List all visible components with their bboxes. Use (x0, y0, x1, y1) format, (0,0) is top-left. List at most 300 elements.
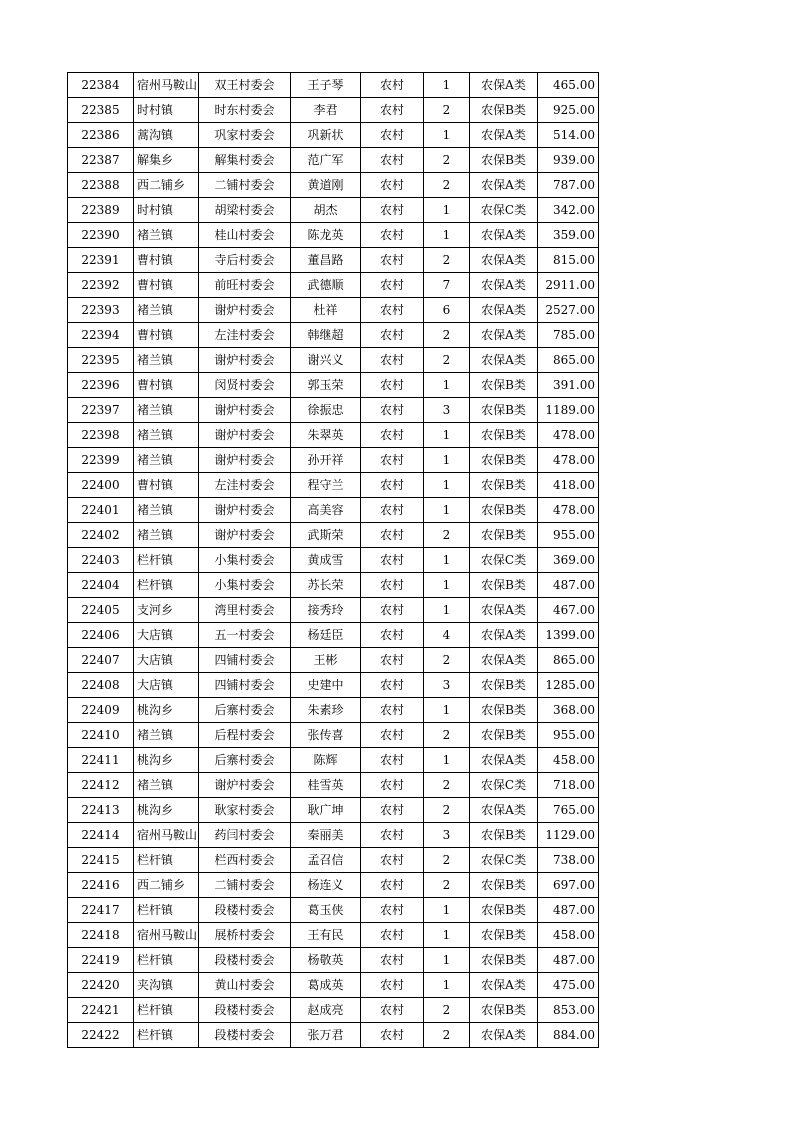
town-cell: 栏杆镇 (134, 548, 199, 573)
insurance-category-cell: 农保B类 (470, 423, 538, 448)
person-name-cell: 董昌路 (291, 248, 361, 273)
table-row (68, 598, 599, 623)
person-name-cell: 朱翠英 (291, 423, 361, 448)
village-committee-cell: 二铺村委会 (199, 173, 291, 198)
village-committee-cell: 段楼村委会 (199, 898, 291, 923)
person-name-cell: 黄道刚 (291, 173, 361, 198)
town-cell: 西二铺乡 (134, 873, 199, 898)
insurance-category-cell: 农保A类 (470, 348, 538, 373)
insurance-category-cell: 农保A类 (470, 248, 538, 273)
village-committee-cell: 五一村委会 (199, 623, 291, 648)
insurance-category-cell: 农保B类 (470, 148, 538, 173)
village-committee-cell: 左洼村委会 (199, 473, 291, 498)
person-name-cell: 杜祥 (291, 298, 361, 323)
person-name-cell: 王有民 (291, 923, 361, 948)
amount-cell: 475.00 (538, 973, 599, 998)
insurance-category-cell: 农保A类 (470, 323, 538, 348)
insurance-category-cell: 农保B类 (470, 948, 538, 973)
amount-cell: 458.00 (538, 923, 599, 948)
insurance-category-cell: 农保B类 (470, 373, 538, 398)
village-committee-cell: 段楼村委会 (199, 998, 291, 1023)
record-number: 22412 (68, 773, 134, 798)
village-committee-cell: 药闫村委会 (199, 823, 291, 848)
amount-cell: 1189.00 (538, 398, 599, 423)
member-count-cell: 1 (424, 548, 470, 573)
person-name-cell: 杨连义 (291, 873, 361, 898)
record-number: 22416 (68, 873, 134, 898)
record-number: 22400 (68, 473, 134, 498)
person-name-cell: 杨廷臣 (291, 623, 361, 648)
person-name-cell: 苏长荣 (291, 573, 361, 598)
member-count-cell: 1 (424, 423, 470, 448)
village-committee-cell: 小集村委会 (199, 573, 291, 598)
member-count-cell: 2 (424, 173, 470, 198)
town-cell: 栏杆镇 (134, 998, 199, 1023)
insurance-category-cell: 农保B类 (470, 473, 538, 498)
town-cell: 桃沟乡 (134, 798, 199, 823)
town-cell: 宿州马鞍山 (134, 73, 199, 98)
town-cell: 曹村镇 (134, 373, 199, 398)
person-name-cell: 陈龙英 (291, 223, 361, 248)
table-row (68, 123, 599, 148)
household-type-cell: 农村 (361, 248, 424, 273)
person-name-cell: 孙开祥 (291, 448, 361, 473)
household-type-cell: 农村 (361, 848, 424, 873)
member-count-cell: 1 (424, 923, 470, 948)
person-name-cell: 巩新状 (291, 123, 361, 148)
member-count-cell: 2 (424, 348, 470, 373)
member-count-cell: 1 (424, 73, 470, 98)
amount-cell: 391.00 (538, 373, 599, 398)
insurance-category-cell: 农保B类 (470, 398, 538, 423)
household-type-cell: 农村 (361, 423, 424, 448)
person-name-cell: 李君 (291, 98, 361, 123)
table-row (68, 698, 599, 723)
insurance-category-cell: 农保A类 (470, 298, 538, 323)
village-committee-cell: 谢炉村委会 (199, 498, 291, 523)
amount-cell: 939.00 (538, 148, 599, 173)
table-row (68, 873, 599, 898)
person-name-cell: 朱素珍 (291, 698, 361, 723)
household-type-cell: 农村 (361, 598, 424, 623)
record-number: 22411 (68, 748, 134, 773)
record-number: 22391 (68, 248, 134, 273)
village-committee-cell: 后程村委会 (199, 723, 291, 748)
insurance-category-cell: 农保A类 (470, 223, 538, 248)
amount-cell: 1399.00 (538, 623, 599, 648)
town-cell: 支河乡 (134, 598, 199, 623)
table-row (68, 98, 599, 123)
household-type-cell: 农村 (361, 173, 424, 198)
table-row (68, 448, 599, 473)
town-cell: 蒿沟镇 (134, 123, 199, 148)
amount-cell: 2527.00 (538, 298, 599, 323)
village-committee-cell: 小集村委会 (199, 548, 291, 573)
record-number: 22390 (68, 223, 134, 248)
person-name-cell: 王子琴 (291, 73, 361, 98)
town-cell: 桃沟乡 (134, 698, 199, 723)
household-type-cell: 农村 (361, 773, 424, 798)
table-row (68, 248, 599, 273)
person-name-cell: 张万君 (291, 1023, 361, 1048)
table-row (68, 723, 599, 748)
record-number: 22387 (68, 148, 134, 173)
town-cell: 西二铺乡 (134, 173, 199, 198)
town-cell: 褚兰镇 (134, 498, 199, 523)
table-row (68, 1023, 599, 1048)
village-committee-cell: 左洼村委会 (199, 323, 291, 348)
insurance-category-cell: 农保A类 (470, 1023, 538, 1048)
record-number: 22397 (68, 398, 134, 423)
record-number: 22417 (68, 898, 134, 923)
town-cell: 曹村镇 (134, 273, 199, 298)
member-count-cell: 2 (424, 523, 470, 548)
table-row (68, 673, 599, 698)
member-count-cell: 2 (424, 798, 470, 823)
amount-cell: 478.00 (538, 423, 599, 448)
village-committee-cell: 谢炉村委会 (199, 523, 291, 548)
insurance-category-cell: 农保A类 (470, 748, 538, 773)
person-name-cell: 郭玉荣 (291, 373, 361, 398)
record-number: 22393 (68, 298, 134, 323)
amount-cell: 785.00 (538, 323, 599, 348)
insurance-category-cell: 农保A类 (470, 648, 538, 673)
insurance-category-cell: 农保C类 (470, 548, 538, 573)
member-count-cell: 2 (424, 148, 470, 173)
insurance-category-cell: 农保A类 (470, 173, 538, 198)
person-name-cell: 葛玉侠 (291, 898, 361, 923)
town-cell: 栏杆镇 (134, 1023, 199, 1048)
roster-table (67, 72, 599, 1048)
member-count-cell: 1 (424, 698, 470, 723)
household-type-cell: 农村 (361, 198, 424, 223)
person-name-cell: 杨敬英 (291, 948, 361, 973)
village-committee-cell: 谢炉村委会 (199, 298, 291, 323)
member-count-cell: 3 (424, 673, 470, 698)
insurance-category-cell: 农保B类 (470, 873, 538, 898)
table-row (68, 323, 599, 348)
town-cell: 褚兰镇 (134, 448, 199, 473)
person-name-cell: 陈辉 (291, 748, 361, 773)
village-committee-cell: 谢炉村委会 (199, 348, 291, 373)
amount-cell: 359.00 (538, 223, 599, 248)
record-number: 22403 (68, 548, 134, 573)
household-type-cell: 农村 (361, 823, 424, 848)
record-number: 22408 (68, 673, 134, 698)
table-row (68, 173, 599, 198)
town-cell: 解集乡 (134, 148, 199, 173)
person-name-cell: 谢兴义 (291, 348, 361, 373)
household-type-cell: 农村 (361, 323, 424, 348)
amount-cell: 487.00 (538, 898, 599, 923)
village-committee-cell: 湾里村委会 (199, 598, 291, 623)
table-row (68, 998, 599, 1023)
village-committee-cell: 谢炉村委会 (199, 448, 291, 473)
member-count-cell: 4 (424, 623, 470, 648)
table-row (68, 423, 599, 448)
village-committee-cell: 二铺村委会 (199, 873, 291, 898)
record-number: 22392 (68, 273, 134, 298)
table-row (68, 373, 599, 398)
household-type-cell: 农村 (361, 373, 424, 398)
town-cell: 时村镇 (134, 198, 199, 223)
insurance-category-cell: 农保A类 (470, 623, 538, 648)
insurance-category-cell: 农保B类 (470, 573, 538, 598)
insurance-category-cell: 农保B类 (470, 98, 538, 123)
person-name-cell: 王彬 (291, 648, 361, 673)
amount-cell: 1129.00 (538, 823, 599, 848)
household-type-cell: 农村 (361, 798, 424, 823)
member-count-cell: 1 (424, 498, 470, 523)
amount-cell: 465.00 (538, 73, 599, 98)
table-row (68, 823, 599, 848)
town-cell: 褚兰镇 (134, 723, 199, 748)
record-number: 22402 (68, 523, 134, 548)
table-row (68, 498, 599, 523)
household-type-cell: 农村 (361, 623, 424, 648)
roster-body (68, 73, 599, 1048)
household-type-cell: 农村 (361, 1023, 424, 1048)
amount-cell: 955.00 (538, 723, 599, 748)
amount-cell: 2911.00 (538, 273, 599, 298)
household-type-cell: 农村 (361, 573, 424, 598)
town-cell: 褚兰镇 (134, 348, 199, 373)
table-row (68, 73, 599, 98)
household-type-cell: 农村 (361, 223, 424, 248)
household-type-cell: 农村 (361, 273, 424, 298)
amount-cell: 925.00 (538, 98, 599, 123)
table-row (68, 223, 599, 248)
village-committee-cell: 桂山村委会 (199, 223, 291, 248)
member-count-cell: 2 (424, 773, 470, 798)
record-number: 22405 (68, 598, 134, 623)
town-cell: 大店镇 (134, 623, 199, 648)
village-committee-cell: 谢炉村委会 (199, 423, 291, 448)
village-committee-cell: 段楼村委会 (199, 948, 291, 973)
town-cell: 褚兰镇 (134, 298, 199, 323)
village-committee-cell: 四铺村委会 (199, 673, 291, 698)
amount-cell: 1285.00 (538, 673, 599, 698)
village-committee-cell: 前旺村委会 (199, 273, 291, 298)
record-number: 22413 (68, 798, 134, 823)
household-type-cell: 农村 (361, 148, 424, 173)
town-cell: 褚兰镇 (134, 523, 199, 548)
village-committee-cell: 寺后村委会 (199, 248, 291, 273)
amount-cell: 418.00 (538, 473, 599, 498)
insurance-category-cell: 农保A类 (470, 598, 538, 623)
member-count-cell: 1 (424, 898, 470, 923)
person-name-cell: 葛成英 (291, 973, 361, 998)
amount-cell: 487.00 (538, 573, 599, 598)
table-row (68, 923, 599, 948)
household-type-cell: 农村 (361, 673, 424, 698)
member-count-cell: 1 (424, 123, 470, 148)
insurance-category-cell: 农保B类 (470, 723, 538, 748)
village-committee-cell: 四铺村委会 (199, 648, 291, 673)
insurance-category-cell: 农保B类 (470, 523, 538, 548)
member-count-cell: 2 (424, 248, 470, 273)
person-name-cell: 接秀玲 (291, 598, 361, 623)
person-name-cell: 秦丽美 (291, 823, 361, 848)
table-row (68, 773, 599, 798)
insurance-category-cell: 农保A类 (470, 973, 538, 998)
insurance-category-cell: 农保B类 (470, 898, 538, 923)
amount-cell: 718.00 (538, 773, 599, 798)
amount-cell: 738.00 (538, 848, 599, 873)
amount-cell: 787.00 (538, 173, 599, 198)
town-cell: 大店镇 (134, 673, 199, 698)
village-committee-cell: 耿家村委会 (199, 798, 291, 823)
table-row (68, 623, 599, 648)
member-count-cell: 1 (424, 473, 470, 498)
table-row (68, 298, 599, 323)
village-committee-cell: 解集村委会 (199, 148, 291, 173)
town-cell: 栏杆镇 (134, 848, 199, 873)
town-cell: 栏杆镇 (134, 948, 199, 973)
record-number: 22409 (68, 698, 134, 723)
village-committee-cell: 谢炉村委会 (199, 773, 291, 798)
record-number: 22401 (68, 498, 134, 523)
member-count-cell: 1 (424, 223, 470, 248)
town-cell: 大店镇 (134, 648, 199, 673)
insurance-category-cell: 农保B类 (470, 673, 538, 698)
insurance-category-cell: 农保C类 (470, 773, 538, 798)
record-number: 22406 (68, 623, 134, 648)
table-row (68, 198, 599, 223)
town-cell: 褚兰镇 (134, 398, 199, 423)
table-row (68, 573, 599, 598)
member-count-cell: 2 (424, 998, 470, 1023)
amount-cell: 458.00 (538, 748, 599, 773)
record-number: 22415 (68, 848, 134, 873)
person-name-cell: 高美容 (291, 498, 361, 523)
table-row (68, 523, 599, 548)
household-type-cell: 农村 (361, 873, 424, 898)
insurance-category-cell: 农保B类 (470, 448, 538, 473)
village-committee-cell: 黄山村委会 (199, 973, 291, 998)
member-count-cell: 1 (424, 748, 470, 773)
member-count-cell: 2 (424, 848, 470, 873)
person-name-cell: 黄成雪 (291, 548, 361, 573)
household-type-cell: 农村 (361, 473, 424, 498)
record-number: 22388 (68, 173, 134, 198)
household-type-cell: 农村 (361, 348, 424, 373)
member-count-cell: 2 (424, 98, 470, 123)
amount-cell: 815.00 (538, 248, 599, 273)
member-count-cell: 1 (424, 573, 470, 598)
household-type-cell: 农村 (361, 698, 424, 723)
person-name-cell: 桂雪英 (291, 773, 361, 798)
insurance-category-cell: 农保B类 (470, 998, 538, 1023)
member-count-cell: 1 (424, 948, 470, 973)
amount-cell: 467.00 (538, 598, 599, 623)
record-number: 22420 (68, 973, 134, 998)
household-type-cell: 农村 (361, 298, 424, 323)
member-count-cell: 2 (424, 323, 470, 348)
amount-cell: 884.00 (538, 1023, 599, 1048)
household-type-cell: 农村 (361, 748, 424, 773)
village-committee-cell: 后寨村委会 (199, 748, 291, 773)
amount-cell: 853.00 (538, 998, 599, 1023)
record-number: 22386 (68, 123, 134, 148)
village-committee-cell: 段楼村委会 (199, 1023, 291, 1048)
town-cell: 栏杆镇 (134, 898, 199, 923)
record-number: 22396 (68, 373, 134, 398)
record-number: 22414 (68, 823, 134, 848)
person-name-cell: 范广军 (291, 148, 361, 173)
person-name-cell: 张传喜 (291, 723, 361, 748)
table-row (68, 273, 599, 298)
member-count-cell: 7 (424, 273, 470, 298)
amount-cell: 368.00 (538, 698, 599, 723)
insurance-category-cell: 农保A类 (470, 123, 538, 148)
table-row (68, 348, 599, 373)
amount-cell: 487.00 (538, 948, 599, 973)
record-number: 22399 (68, 448, 134, 473)
table-row (68, 148, 599, 173)
household-type-cell: 农村 (361, 523, 424, 548)
amount-cell: 955.00 (538, 523, 599, 548)
table-row (68, 948, 599, 973)
person-name-cell: 韩继超 (291, 323, 361, 348)
member-count-cell: 1 (424, 973, 470, 998)
amount-cell: 369.00 (538, 548, 599, 573)
insurance-category-cell: 农保B类 (470, 698, 538, 723)
record-number: 22395 (68, 348, 134, 373)
amount-cell: 697.00 (538, 873, 599, 898)
town-cell: 曹村镇 (134, 248, 199, 273)
amount-cell: 514.00 (538, 123, 599, 148)
record-number: 22394 (68, 323, 134, 348)
amount-cell: 342.00 (538, 198, 599, 223)
household-type-cell: 农村 (361, 98, 424, 123)
household-type-cell: 农村 (361, 123, 424, 148)
village-committee-cell: 双王村委会 (199, 73, 291, 98)
town-cell: 宿州马鞍山 (134, 923, 199, 948)
person-name-cell: 武斯荣 (291, 523, 361, 548)
household-type-cell: 农村 (361, 948, 424, 973)
record-number: 22421 (68, 998, 134, 1023)
household-type-cell: 农村 (361, 898, 424, 923)
amount-cell: 478.00 (538, 498, 599, 523)
record-number: 22407 (68, 648, 134, 673)
household-type-cell: 农村 (361, 648, 424, 673)
town-cell: 栏杆镇 (134, 573, 199, 598)
household-type-cell: 农村 (361, 923, 424, 948)
record-number: 22389 (68, 198, 134, 223)
record-number: 22398 (68, 423, 134, 448)
insurance-category-cell: 农保B类 (470, 498, 538, 523)
person-name-cell: 孟召信 (291, 848, 361, 873)
person-name-cell: 武德顺 (291, 273, 361, 298)
table-row (68, 473, 599, 498)
village-committee-cell: 闵贤村委会 (199, 373, 291, 398)
insurance-category-cell: 农保B类 (470, 923, 538, 948)
insurance-category-cell: 农保C类 (470, 198, 538, 223)
table-row (68, 648, 599, 673)
town-cell: 曹村镇 (134, 473, 199, 498)
member-count-cell: 1 (424, 198, 470, 223)
household-type-cell: 农村 (361, 73, 424, 98)
village-committee-cell: 巩家村委会 (199, 123, 291, 148)
record-number: 22422 (68, 1023, 134, 1048)
insurance-category-cell: 农保A类 (470, 798, 538, 823)
person-name-cell: 徐振忠 (291, 398, 361, 423)
amount-cell: 865.00 (538, 348, 599, 373)
member-count-cell: 1 (424, 448, 470, 473)
amount-cell: 865.00 (538, 648, 599, 673)
member-count-cell: 1 (424, 598, 470, 623)
